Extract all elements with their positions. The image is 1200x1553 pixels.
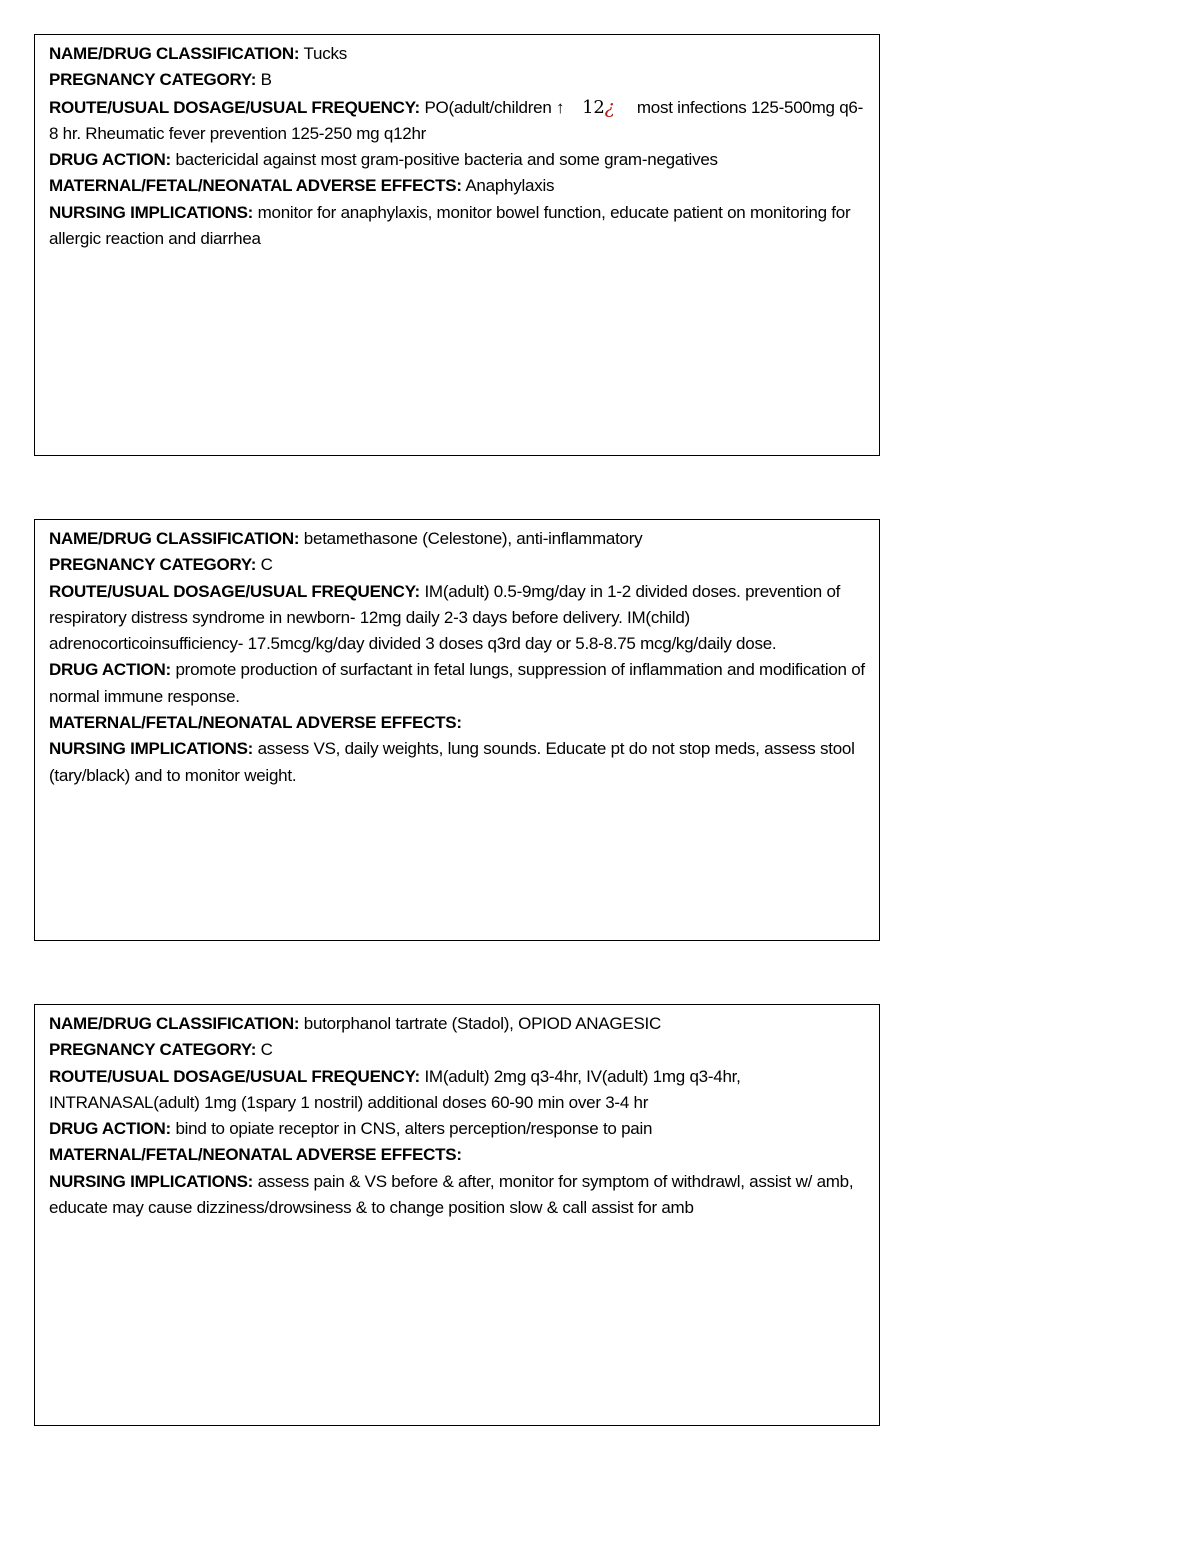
nursing-implications-field [49,1169,865,1222]
nursing-implications-value: monitor for anaphylaxis, monitor bowel function, educate patient on monitoring for allergic reaction and diarrhea [49,202,851,249]
pregnancy-category-field [49,1037,865,1063]
pregnancy-category-field [49,67,865,93]
name-classification-value: butorphanol tartrate (Stadol), OPIOD ANAGESIC [303,1014,662,1033]
adverse-effects-field [49,1142,865,1168]
drug-action-value: promote production of surfactant in fetal lungs, suppression of inflammation and modification of normal immune response. [49,660,865,706]
name-classification-label: NAME/DRUG CLASSIFICATION: [49,529,300,548]
route-dosage-value: IM(adult) 2mg q3-4hr, IV(adult) 1mg q3-4hr, INTRANASAL(adult) 1mg (1spary 1 nostril) additional doses 60-90 min over 3-4 hr [49,1066,741,1112]
route-dosage-label: ROUTE/USUAL DOSAGE/USUAL FREQUENCY: [49,97,420,117]
route-dosage-value-prefix: PO(adult/children ↑ [424,97,569,117]
pregnancy-category-label: PREGNANCY CATEGORY: [49,70,257,90]
pregnancy-category-label: PREGNANCY CATEGORY: [49,555,257,575]
route-dosage-field [49,1064,865,1117]
drug-action-field [49,1116,865,1142]
drug-card-betamethasone [34,519,880,941]
route-dosage-field [49,579,865,658]
drug-action-label: DRUG ACTION: [49,660,171,680]
pregnancy-category-value: C [260,555,273,575]
pregnancy-category-field [49,552,865,578]
drug-card-butorphanol [34,1004,880,1426]
nursing-implications-value: assess VS, daily weights, lung sounds. Educate pt do not stop meds, assess stool (tary/black) and to monitor weight. [49,739,855,785]
drug-action-label: DRUG ACTION: [49,150,171,170]
adverse-effects-field [49,710,865,736]
name-classification-field [49,1011,865,1037]
route-dosage-value-glyph: ¿ [604,95,615,118]
pregnancy-category-label: PREGNANCY CATEGORY: [49,1040,257,1060]
route-dosage-value: IM(adult) 0.5-9mg/day in 1-2 divided doses. prevention of respiratory distress syndrome in newborn- 12mg daily 2-3 days before delivery. IM(child) adrenocorticoinsufficiency- 17.5mcg/kg/day divided 3 doses q3rd day or 5.8-8.75 mcg/kg/daily dose. [49,581,841,654]
adverse-effects-label: MATERNAL/FETAL/NEONATAL ADVERSE EFFECTS: [49,1145,462,1165]
nursing-implications-label: NURSING IMPLICATIONS: [49,739,254,759]
drug-action-label: DRUG ACTION: [49,1119,171,1139]
route-dosage-label: ROUTE/USUAL DOSAGE/USUAL FREQUENCY: [49,1066,420,1086]
name-classification-label: NAME/DRUG CLASSIFICATION: [49,44,300,63]
drug-action-value: bactericidal against most gram-positive bacteria and some gram-negatives [175,150,718,170]
drug-action-field [49,657,865,710]
nursing-implications-value: assess pain & VS before & after, monitor for symptom of withdrawl, assist w/ amb, educate may cause dizziness/drowsiness & to change position slow & call assist for amb [49,1171,854,1218]
route-dosage-label: ROUTE/USUAL DOSAGE/USUAL FREQUENCY: [49,581,420,601]
pregnancy-category-value: C [260,1040,273,1060]
adverse-effects-label: MATERNAL/FETAL/NEONATAL ADVERSE EFFECTS: [49,176,462,196]
route-dosage-value-suffix: most infections 125-500mg q6-8 hr. Rheumatic fever prevention 125-250 mg q12hr [49,97,864,143]
nursing-implications-field [49,200,865,253]
nursing-implications-label: NURSING IMPLICATIONS: [49,202,254,222]
adverse-effects-field [49,173,865,199]
name-classification-value: betamethasone (Celestone), anti-inflammatory [303,529,643,548]
route-dosage-value-number: 12 [582,96,605,118]
name-classification-field [49,526,865,552]
pregnancy-category-value: B [260,70,272,90]
route-dosage-field [49,94,865,148]
adverse-effects-label: MATERNAL/FETAL/NEONATAL ADVERSE EFFECTS: [49,713,462,733]
nursing-implications-label: NURSING IMPLICATIONS: [49,1171,254,1191]
drug-card-tucks [34,34,880,456]
name-classification-label: NAME/DRUG CLASSIFICATION: [49,1014,300,1033]
nursing-implications-field [49,736,865,789]
drug-action-value: bind to opiate receptor in CNS, alters perception/response to pain [175,1119,653,1139]
name-classification-field [49,41,865,67]
name-classification-value: Tucks [303,44,347,63]
drug-action-field [49,147,865,173]
adverse-effects-value: Anaphylaxis [465,176,555,196]
